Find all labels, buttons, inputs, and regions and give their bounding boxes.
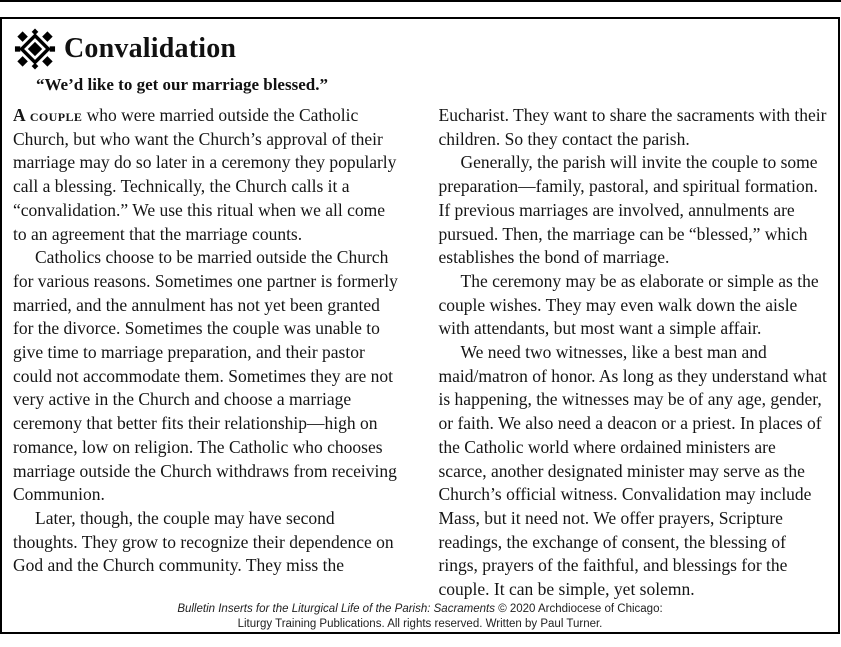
left-column	[13, 104, 402, 602]
masthead	[2, 19, 838, 70]
footer-line-2: Liturgy Training Publications. All rights reserved. Written by Paul Turner.	[237, 617, 603, 630]
diamond-cross-ornament-icon	[14, 28, 56, 70]
body-paragraph: Catholics choose to be married outside the Church for various reasons. Sometimes one partner is formerly married, and the annulment has not yet been granted for the divorce. Sometimes the couple was unable to give time to marriage preparation, and their pastor could not accommodate them. Sometimes they are not very active in the Church and choose a marriage ceremony that better fits their relationship—high on romance, low on religion. The Catholic who chooses marriage outside the Church withdraws from receiving Communion.	[13, 247, 398, 505]
footer-citation-title: Bulletin Inserts for the Liturgical Life of the Parish: Sacraments	[177, 602, 495, 615]
page-top-rule	[0, 0, 841, 2]
body-paragraph: Generally, the parish will invite the couple to some preparation—family, pastoral, and spiritual formation. If previous marriages are involved, annulments are pursued. Then, the marriage can be “blessed,” which establishes the bond of marriage.	[438, 152, 818, 268]
article-subtitle-quote: “We’d like to get our marriage blessed.”	[36, 75, 328, 94]
insert-border-box	[0, 17, 840, 634]
paragraph-lead-smallcaps: A couple	[13, 105, 83, 125]
copyright-footer	[2, 602, 838, 641]
body-paragraph: We need two witnesses, like a best man and maid/matron of honor. As long as they understand what is happening, the witnesses may be of any age, gender, or faith. We also need a deacon or a priest. In places of the Catholic world where ordained ministers are scarce, another designated minister may serve as the Church’s official witness. Convalidation may include Mass, but it need not. We offer prayers, Scripture readings, the exchange of consent, the blessing of rings, prayers of the faithful, and blessings for the couple. It can be simple, yet solemn.	[438, 342, 827, 600]
article-body	[2, 104, 838, 602]
right-column	[439, 104, 828, 602]
body-paragraph: Later, though, the couple may have second thoughts. They grow to recognize their dependence on God and the Church community. They miss the	[13, 507, 394, 576]
page-title: Convalidation	[64, 33, 237, 64]
body-paragraph: Eucharist. They want to share the sacraments with their children. So they contact the parish.	[438, 105, 827, 149]
body-paragraph: The ceremony may be as elaborate or simple as the couple wishes. They may even walk down the aisle with attendants, but most want a simple affair.	[438, 270, 819, 339]
footer-citation-rest: © 2020 Archdiocese of Chicago:	[495, 602, 663, 615]
footer-line-1	[22, 602, 818, 617]
body-paragraph: A couple who were married outside the Catholic Church, but who want the Church’s approval of their marriage may do so later in a ceremony they popularly call a blessing. Technically, the Church calls it a “convalidation.” We use this ritual when we all come to an agreement that the marriage counts.	[13, 105, 397, 244]
